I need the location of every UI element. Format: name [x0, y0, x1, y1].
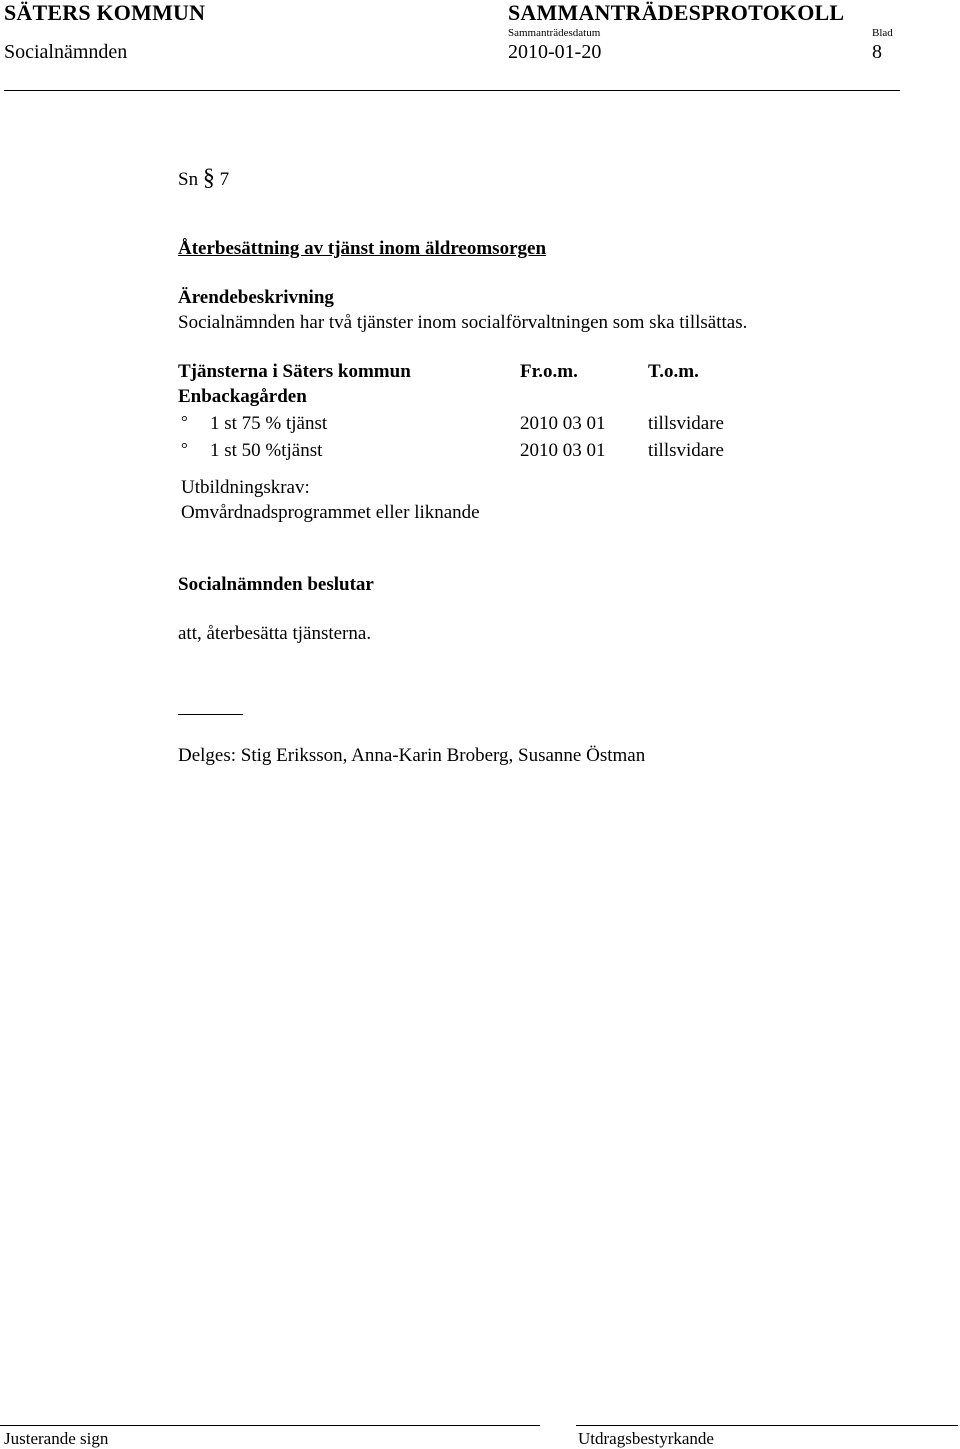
section-digit: 7: [219, 169, 230, 190]
page-number: 8: [872, 41, 882, 63]
section-number: [178, 165, 229, 192]
footer-utdragsbestyrkande: Utdragsbestyrkande: [578, 1429, 714, 1448]
section-prefix: Sn: [178, 169, 199, 190]
table-row-to: tillsvidare: [648, 440, 724, 461]
page-caption: Blad: [872, 27, 893, 39]
page-title: Återbesättning av tjänst inom äldreomsorgen: [178, 238, 547, 259]
description-text: Socialnämnden har två tjänster inom socialförvaltningen som ska tillsättas.: [178, 312, 748, 333]
decision-heading: Socialnämnden beslutar: [178, 574, 374, 595]
description-heading: Ärendebeskrivning: [178, 287, 334, 308]
date-caption: Sammanträdesdatum: [508, 27, 601, 39]
bullet-icon: °: [181, 412, 188, 431]
table-row-service: 1 st 50 %tjänst: [210, 440, 323, 461]
table-header-to: T.o.m.: [648, 361, 699, 382]
requirements-label: Utbildningskrav:: [181, 477, 310, 498]
committee-name: Socialnämnden: [4, 41, 128, 63]
header-divider: [4, 90, 900, 91]
paragraph-sign: §: [202, 165, 215, 191]
table-row-to: tillsvidare: [648, 413, 724, 434]
footer-divider-left: [0, 1425, 540, 1426]
table-header-from: Fr.o.m.: [520, 361, 578, 382]
footer-justerande-sign: Justerande sign: [4, 1429, 109, 1448]
table-header-service: Tjänsterna i Säters kommun: [178, 361, 411, 382]
table-row-from: 2010 03 01: [520, 413, 606, 434]
document-type: SAMMANTRÄDESPROTOKOLL: [508, 0, 845, 25]
requirements-value: Omvårdnadsprogrammet eller liknande: [181, 502, 480, 523]
decision-text: att, återbesätta tjänsterna.: [178, 623, 372, 644]
location-name: Enbackagården: [178, 386, 307, 407]
org-name: SÄTERS KOMMUN: [4, 0, 206, 25]
bullet-icon: °: [181, 439, 188, 458]
footer-divider-right: [576, 1425, 958, 1426]
table-row-service: 1 st 75 % tjänst: [210, 413, 328, 434]
meeting-date: 2010-01-20: [508, 41, 602, 63]
distribution-list: Delges: Stig Eriksson, Anna-Karin Broberg, Susanne Östman: [178, 745, 646, 766]
table-row-from: 2010 03 01: [520, 440, 606, 461]
separator-line: [178, 714, 243, 715]
